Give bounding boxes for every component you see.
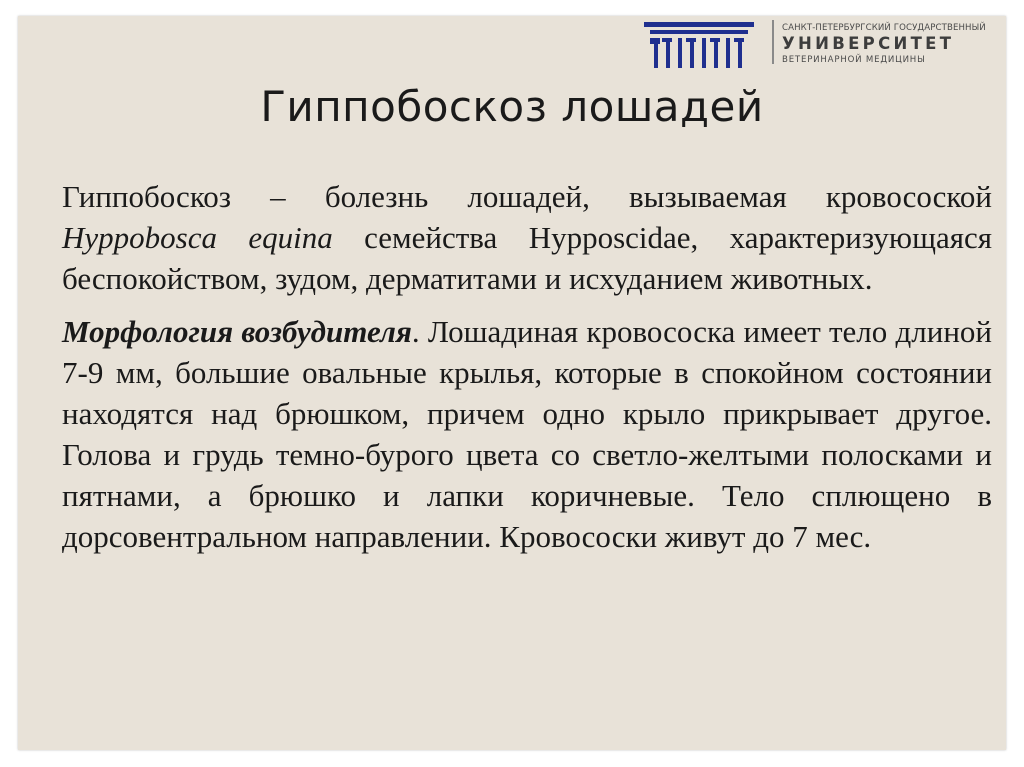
paragraph-morphology <box>62 311 992 557</box>
slide-body <box>62 176 992 557</box>
logo-line-2: УНИВЕРСИТЕТ <box>782 34 955 53</box>
paragraph-definition <box>62 176 992 299</box>
slide-title: Гиппобоскоз лошадей <box>260 82 764 131</box>
logo-text <box>782 22 986 66</box>
logo-divider <box>772 20 774 64</box>
species-space <box>217 220 248 255</box>
morphology-heading: Морфология возбудителя <box>62 314 412 349</box>
morphology-text: . Лошадиная кровососка имеет тело длиной 7-9 мм, большие овальные крылья, которые в спокойном состоянии находятся над брюшком, причем одно крыло прикрывает другое. Голова и грудь темно-бурого цвета со светло-желтыми полосками и пятнами, а брюшко и лапки коричневые. Тело сплющено в дорсовентральном направлении. Кровососки живут до 7 мес. <box>62 314 992 554</box>
columns-logo-icon <box>644 10 754 70</box>
species-epithet: equina <box>248 220 333 255</box>
definition-text-start: Гиппобоскоз – болезнь лошадей, вызываемая кровосоской <box>62 179 992 214</box>
logo-line-3: ВЕТЕРИНАРНОЙ МЕДИЦИНЫ <box>782 55 926 65</box>
logo-line-1: САНКТ-ПЕТЕРБУРГСКИЙ ГОСУДАРСТВЕННЫЙ <box>782 23 986 33</box>
species-genus: Hyppobosca <box>62 220 217 255</box>
definition-text-end: семейства Hypposcidae, характеризующаяся беспокойством, зудом, дерматитами и исхуданием животных. <box>62 220 992 296</box>
university-logo <box>644 10 984 70</box>
